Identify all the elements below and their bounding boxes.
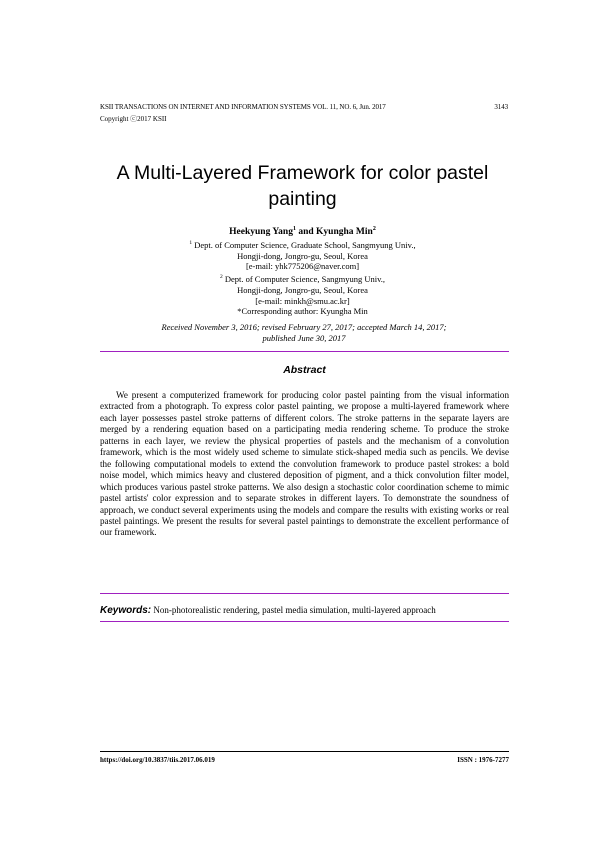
doi-link[interactable]: https://doi.org/10.3837/tiis.2017.06.019 [100,756,215,764]
affiliations [90,238,515,317]
section-rule [100,351,509,352]
keywords-text: Non-photorealistic rendering, pastel media simulation, multi-layered approach [151,605,436,615]
paper-title: A Multi-Layered Framework for color pastel painting [116,162,489,210]
affiliation-line: $^1$ Dept. of Computer Science, Graduate School, Sangmyung Univ., [189,239,416,250]
affiliation-line: Hongji-dong, Jongro-gu, Seoul, Korea [237,284,368,295]
affil-mark: 1 [189,240,193,246]
abstract-heading: Abstract [283,364,326,376]
author-conjunction: and [295,227,317,238]
keywords [100,604,509,617]
section-rule [100,621,509,622]
page-number: 3143 [494,103,508,111]
author-affil-mark: 1 [292,226,296,232]
copyright: Copyright ⓒ2017 KSII [100,115,167,123]
affiliation-email: [e-mail: minkh@smu.ac.kr] [255,295,350,306]
author-list [90,226,515,237]
author-name: Heekyung Yang [229,227,293,238]
affiliation-email: [e-mail: yhk775206@naver.com] [245,261,360,272]
author-affil-mark: 2 [372,226,376,232]
section-rule [100,593,509,594]
affil-mark: 2 [219,274,223,281]
keywords-label: Keywords: [100,605,152,616]
corresponding-author: *Corresponding author: Kyungha Min [237,306,368,317]
page-footer [100,756,509,764]
issn: ISSN : 1976-7277 [457,756,509,764]
author-name: Kyungha Min [316,227,373,238]
journal-name: KSII TRANSACTIONS ON INTERNET AND INFORMATION SYSTEMS VOL. 11, NO. 6, Jun. 2017 [100,103,386,111]
footer-rule [100,751,509,752]
received-dates: Received November 3, 2016; revised February 27, 2017; accepted March 14, 2017; published June 30, 2017 [161,322,447,343]
running-header [100,103,508,111]
abstract-body: We present a computerized framework for producing color pastel painting from the visual information extracted from a photograph. To express color pastel painting, we propose a multi-layered framework where each layer possesses pastel stroke patterns of different colors. The stroke patterns in the separate layers are merged by a rendering equation based on a participating media rendering scheme. To produce the stroke patterns in each layer, we review the physical properties of pastels and the mechanism of a convolution framework, which is the most widely used scheme to simulate stick-shaped media such as pencils. We devise the following computational models to extend the convolution framework to produce pastel strokes: a bold noise model, which mimics heavy and clustered deposition of pigment, and a thick convolution filter model, which produces various pastel stroke patterns. We also design a stochastic color coordination scheme to mimic pastel artists' color expression and to separate strokes in different layers. To demonstrate the soundness of approach, we conduct several experiments using the models and compare the results with existing works or real pastel paintings. We present the results for several pastel paintings to demonstrate the excellent performance of our framework. [100,390,509,538]
affiliation-line: $^2$ Dept. of Computer Science, Sangmyung Univ., [219,274,386,285]
affiliation-line: Hongji-dong, Jongro-gu, Seoul, Korea [237,250,368,261]
